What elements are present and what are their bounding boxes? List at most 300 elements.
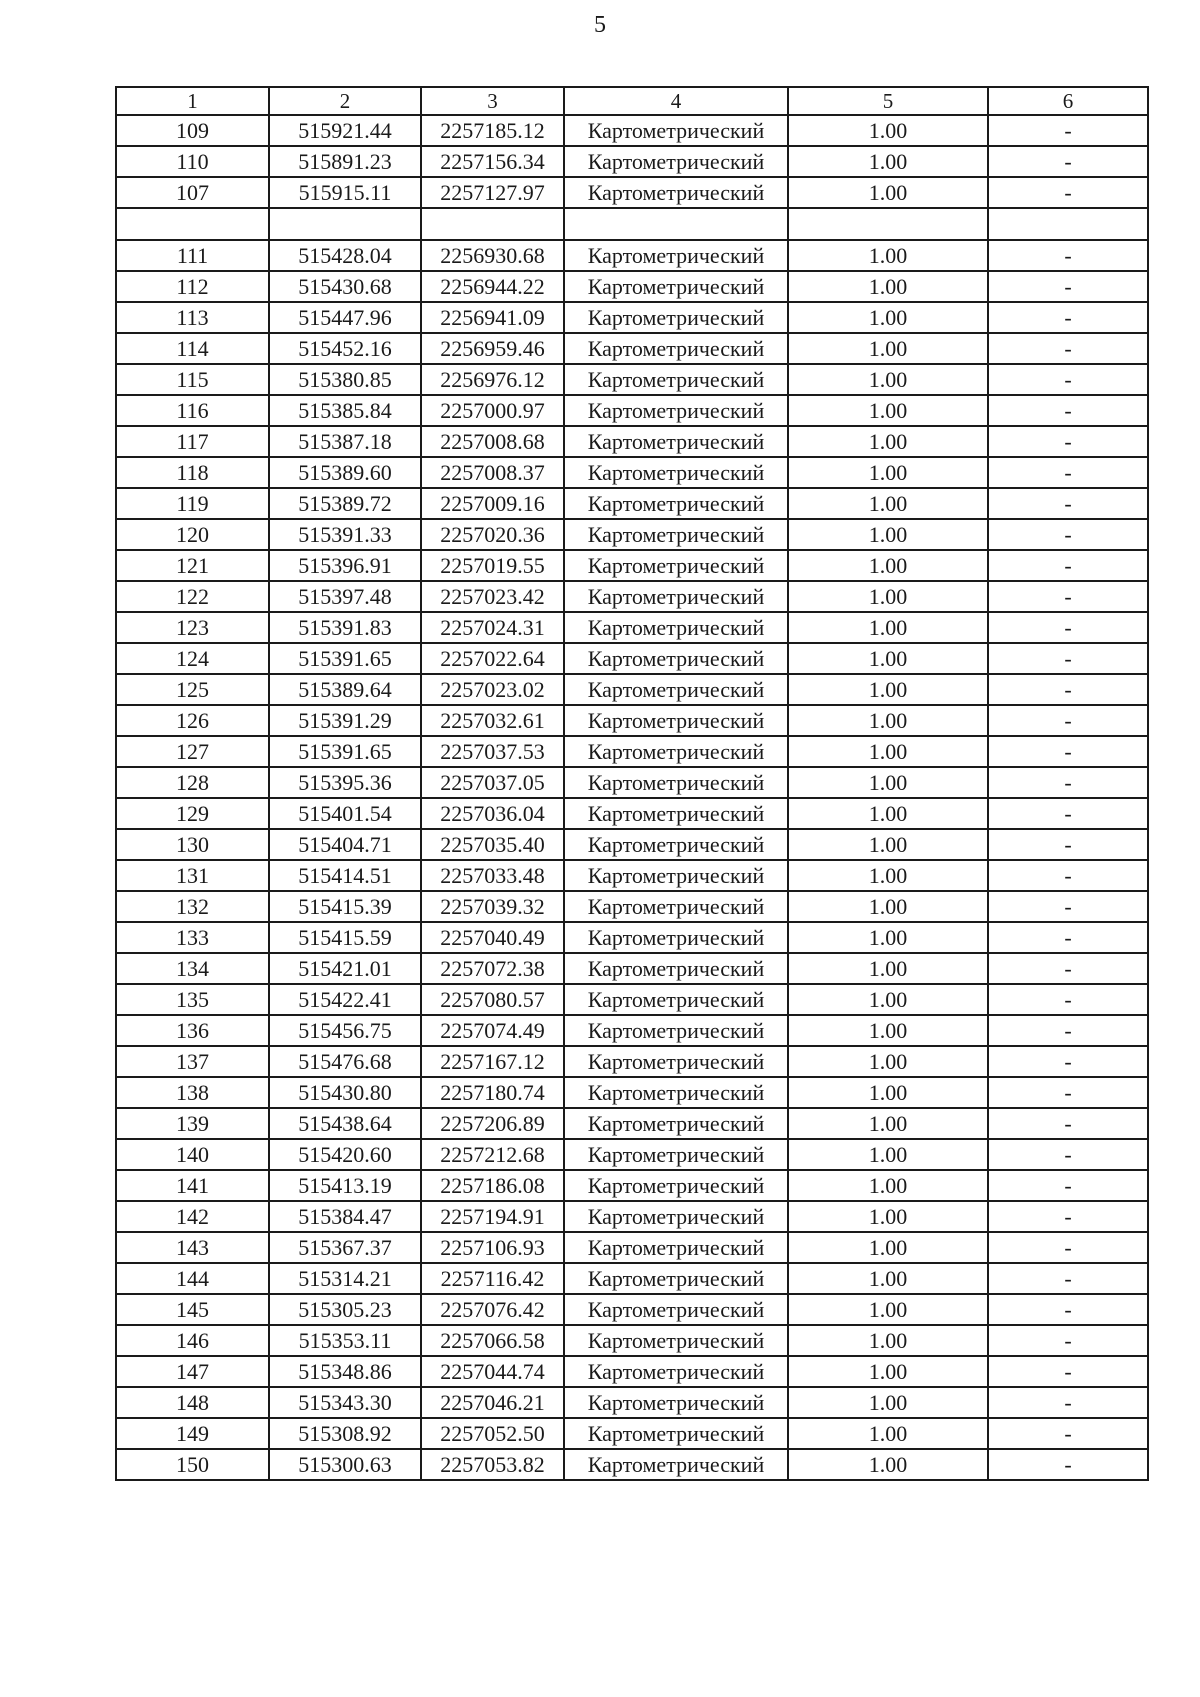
accuracy-cell: 1.00: [788, 177, 988, 208]
y-coordinate-cell: 2257000.97: [421, 395, 564, 426]
table-row: [116, 643, 1148, 674]
x-coordinate-cell: 515343.30: [269, 1387, 421, 1418]
description-cell: -: [988, 426, 1148, 457]
point-number-cell: 145: [116, 1294, 269, 1325]
y-coordinate-cell: 2257020.36: [421, 519, 564, 550]
y-coordinate-cell: 2257039.32: [421, 891, 564, 922]
accuracy-cell: 1.00: [788, 1263, 988, 1294]
x-coordinate-cell: 515447.96: [269, 302, 421, 333]
point-number-cell: 117: [116, 426, 269, 457]
table-row: [116, 1325, 1148, 1356]
y-coordinate-cell: 2257037.05: [421, 767, 564, 798]
point-number-cell: 123: [116, 612, 269, 643]
y-coordinate-cell: 2257023.42: [421, 581, 564, 612]
table-row: [116, 177, 1148, 208]
y-coordinate-cell: 2257076.42: [421, 1294, 564, 1325]
x-coordinate-cell: 515415.59: [269, 922, 421, 953]
method-cell: Картометрический: [564, 1170, 788, 1201]
x-coordinate-cell: 515348.86: [269, 1356, 421, 1387]
point-number-cell: 148: [116, 1387, 269, 1418]
table-row: [116, 1077, 1148, 1108]
accuracy-cell: 1.00: [788, 426, 988, 457]
point-number-cell: 142: [116, 1201, 269, 1232]
table-row: [116, 984, 1148, 1015]
accuracy-cell: 1.00: [788, 146, 988, 177]
y-coordinate-cell: 2256976.12: [421, 364, 564, 395]
description-cell: -: [988, 1418, 1148, 1449]
table-row: [116, 829, 1148, 860]
table-row: [116, 302, 1148, 333]
description-cell: -: [988, 395, 1148, 426]
point-number-cell: [116, 208, 269, 240]
y-coordinate-cell: 2257023.02: [421, 674, 564, 705]
method-cell: [564, 208, 788, 240]
method-cell: Картометрический: [564, 736, 788, 767]
point-number-cell: 119: [116, 488, 269, 519]
method-cell: Картометрический: [564, 643, 788, 674]
description-cell: -: [988, 240, 1148, 271]
x-coordinate-cell: 515389.60: [269, 457, 421, 488]
method-cell: Картометрический: [564, 829, 788, 860]
description-cell: -: [988, 488, 1148, 519]
point-number-cell: 150: [116, 1449, 269, 1480]
column-header: 3: [421, 87, 564, 115]
point-number-cell: 140: [116, 1139, 269, 1170]
table-row: [116, 1263, 1148, 1294]
table-row: [116, 612, 1148, 643]
accuracy-cell: 1.00: [788, 705, 988, 736]
y-coordinate-cell: 2257194.91: [421, 1201, 564, 1232]
description-cell: -: [988, 643, 1148, 674]
x-coordinate-cell: 515891.23: [269, 146, 421, 177]
description-cell: -: [988, 146, 1148, 177]
table-row: [116, 457, 1148, 488]
page-number: 5: [594, 12, 606, 38]
description-cell: -: [988, 1387, 1148, 1418]
x-coordinate-cell: 515367.37: [269, 1232, 421, 1263]
x-coordinate-cell: 515353.11: [269, 1325, 421, 1356]
description-cell: -: [988, 984, 1148, 1015]
method-cell: Картометрический: [564, 674, 788, 705]
description-cell: -: [988, 674, 1148, 705]
description-cell: -: [988, 1201, 1148, 1232]
method-cell: Картометрический: [564, 333, 788, 364]
point-number-cell: 118: [116, 457, 269, 488]
table-row: [116, 271, 1148, 302]
method-cell: Картометрический: [564, 984, 788, 1015]
x-coordinate-cell: 515397.48: [269, 581, 421, 612]
column-header: 4: [564, 87, 788, 115]
method-cell: Картометрический: [564, 177, 788, 208]
description-cell: -: [988, 1108, 1148, 1139]
point-number-cell: 114: [116, 333, 269, 364]
x-coordinate-cell: 515308.92: [269, 1418, 421, 1449]
x-coordinate-cell: 515422.41: [269, 984, 421, 1015]
accuracy-cell: 1.00: [788, 395, 988, 426]
table-row: [116, 1170, 1148, 1201]
point-number-cell: 146: [116, 1325, 269, 1356]
description-cell: -: [988, 612, 1148, 643]
y-coordinate-cell: 2257024.31: [421, 612, 564, 643]
point-number-cell: 120: [116, 519, 269, 550]
y-coordinate-cell: 2257186.08: [421, 1170, 564, 1201]
point-number-cell: 111: [116, 240, 269, 271]
description-cell: -: [988, 271, 1148, 302]
accuracy-cell: 1.00: [788, 767, 988, 798]
method-cell: Картометрический: [564, 1263, 788, 1294]
description-cell: -: [988, 1046, 1148, 1077]
x-coordinate-cell: 515414.51: [269, 860, 421, 891]
accuracy-cell: 1.00: [788, 115, 988, 146]
table-row: [116, 1108, 1148, 1139]
y-coordinate-cell: 2257116.42: [421, 1263, 564, 1294]
description-cell: -: [988, 705, 1148, 736]
y-coordinate-cell: 2256944.22: [421, 271, 564, 302]
x-coordinate-cell: 515384.47: [269, 1201, 421, 1232]
y-coordinate-cell: 2257127.97: [421, 177, 564, 208]
x-coordinate-cell: 515438.64: [269, 1108, 421, 1139]
table-row: [116, 1387, 1148, 1418]
table-row: [116, 1232, 1148, 1263]
accuracy-cell: 1.00: [788, 1077, 988, 1108]
description-cell: -: [988, 1077, 1148, 1108]
accuracy-cell: 1.00: [788, 1015, 988, 1046]
y-coordinate-cell: 2257053.82: [421, 1449, 564, 1480]
point-number-cell: 129: [116, 798, 269, 829]
column-header: 6: [988, 87, 1148, 115]
x-coordinate-cell: 515387.18: [269, 426, 421, 457]
description-cell: -: [988, 1449, 1148, 1480]
point-number-cell: 121: [116, 550, 269, 581]
x-coordinate-cell: 515452.16: [269, 333, 421, 364]
y-coordinate-cell: 2257035.40: [421, 829, 564, 860]
method-cell: Картометрический: [564, 1356, 788, 1387]
method-cell: Картометрический: [564, 767, 788, 798]
point-number-cell: 112: [116, 271, 269, 302]
method-cell: Картометрический: [564, 953, 788, 984]
x-coordinate-cell: 515391.65: [269, 643, 421, 674]
table-row: [116, 922, 1148, 953]
table-row: [116, 208, 1148, 240]
accuracy-cell: 1.00: [788, 364, 988, 395]
x-coordinate-cell: 515314.21: [269, 1263, 421, 1294]
x-coordinate-cell: 515915.11: [269, 177, 421, 208]
accuracy-cell: 1.00: [788, 612, 988, 643]
description-cell: -: [988, 1356, 1148, 1387]
method-cell: Картометрический: [564, 860, 788, 891]
table-row: [116, 395, 1148, 426]
description-cell: -: [988, 302, 1148, 333]
point-number-cell: 133: [116, 922, 269, 953]
table-row: [116, 1139, 1148, 1170]
y-coordinate-cell: 2257032.61: [421, 705, 564, 736]
point-number-cell: 110: [116, 146, 269, 177]
point-number-cell: 116: [116, 395, 269, 426]
point-number-cell: 126: [116, 705, 269, 736]
accuracy-cell: [788, 208, 988, 240]
y-coordinate-cell: 2257033.48: [421, 860, 564, 891]
description-cell: -: [988, 767, 1148, 798]
point-number-cell: 124: [116, 643, 269, 674]
column-header: 1: [116, 87, 269, 115]
method-cell: Картометрический: [564, 612, 788, 643]
accuracy-cell: 1.00: [788, 581, 988, 612]
accuracy-cell: 1.00: [788, 674, 988, 705]
description-cell: -: [988, 1170, 1148, 1201]
method-cell: Картометрический: [564, 922, 788, 953]
table-row: [116, 1046, 1148, 1077]
point-number-cell: 144: [116, 1263, 269, 1294]
y-coordinate-cell: 2257066.58: [421, 1325, 564, 1356]
method-cell: Картометрический: [564, 1449, 788, 1480]
accuracy-cell: 1.00: [788, 984, 988, 1015]
x-coordinate-cell: 515421.01: [269, 953, 421, 984]
description-cell: -: [988, 1294, 1148, 1325]
description-cell: -: [988, 953, 1148, 984]
method-cell: Картометрический: [564, 1418, 788, 1449]
description-cell: -: [988, 364, 1148, 395]
accuracy-cell: 1.00: [788, 1387, 988, 1418]
method-cell: Картометрический: [564, 1294, 788, 1325]
accuracy-cell: 1.00: [788, 488, 988, 519]
table-row: [116, 1418, 1148, 1449]
description-cell: -: [988, 1232, 1148, 1263]
accuracy-cell: 1.00: [788, 1325, 988, 1356]
point-number-cell: 139: [116, 1108, 269, 1139]
method-cell: Картометрический: [564, 146, 788, 177]
accuracy-cell: 1.00: [788, 643, 988, 674]
accuracy-cell: 1.00: [788, 1170, 988, 1201]
table-row: [116, 1356, 1148, 1387]
y-coordinate-cell: 2257009.16: [421, 488, 564, 519]
accuracy-cell: 1.00: [788, 1201, 988, 1232]
table-row: [116, 550, 1148, 581]
y-coordinate-cell: 2256959.46: [421, 333, 564, 364]
x-coordinate-cell: 515395.36: [269, 767, 421, 798]
table-row: [116, 488, 1148, 519]
method-cell: Картометрический: [564, 364, 788, 395]
table-row: [116, 674, 1148, 705]
method-cell: Картометрический: [564, 1077, 788, 1108]
point-number-cell: 143: [116, 1232, 269, 1263]
y-coordinate-cell: 2257185.12: [421, 115, 564, 146]
point-number-cell: 138: [116, 1077, 269, 1108]
accuracy-cell: 1.00: [788, 829, 988, 860]
x-coordinate-cell: 515389.64: [269, 674, 421, 705]
y-coordinate-cell: 2257019.55: [421, 550, 564, 581]
method-cell: Картометрический: [564, 1015, 788, 1046]
x-coordinate-cell: 515430.68: [269, 271, 421, 302]
accuracy-cell: 1.00: [788, 271, 988, 302]
method-cell: Картометрический: [564, 1108, 788, 1139]
y-coordinate-cell: 2257156.34: [421, 146, 564, 177]
accuracy-cell: 1.00: [788, 457, 988, 488]
y-coordinate-cell: 2257072.38: [421, 953, 564, 984]
x-coordinate-cell: 515391.29: [269, 705, 421, 736]
accuracy-cell: 1.00: [788, 550, 988, 581]
method-cell: Картометрический: [564, 302, 788, 333]
x-coordinate-cell: 515391.83: [269, 612, 421, 643]
point-number-cell: 135: [116, 984, 269, 1015]
accuracy-cell: 1.00: [788, 1108, 988, 1139]
table-row: [116, 146, 1148, 177]
point-number-cell: 147: [116, 1356, 269, 1387]
x-coordinate-cell: 515389.72: [269, 488, 421, 519]
x-coordinate-cell: [269, 208, 421, 240]
x-coordinate-cell: 515380.85: [269, 364, 421, 395]
y-coordinate-cell: 2257052.50: [421, 1418, 564, 1449]
table-row: [116, 705, 1148, 736]
method-cell: Картометрический: [564, 1046, 788, 1077]
point-number-cell: 113: [116, 302, 269, 333]
description-cell: -: [988, 457, 1148, 488]
accuracy-cell: 1.00: [788, 860, 988, 891]
y-coordinate-cell: 2257212.68: [421, 1139, 564, 1170]
x-coordinate-cell: 515305.23: [269, 1294, 421, 1325]
accuracy-cell: 1.00: [788, 1294, 988, 1325]
x-coordinate-cell: 515415.39: [269, 891, 421, 922]
accuracy-cell: 1.00: [788, 1232, 988, 1263]
y-coordinate-cell: 2257167.12: [421, 1046, 564, 1077]
point-number-cell: 109: [116, 115, 269, 146]
method-cell: Картометрический: [564, 705, 788, 736]
table-body: [116, 87, 1148, 1480]
accuracy-cell: 1.00: [788, 519, 988, 550]
y-coordinate-cell: 2257036.04: [421, 798, 564, 829]
point-number-cell: 134: [116, 953, 269, 984]
method-cell: Картометрический: [564, 115, 788, 146]
method-cell: Картометрический: [564, 581, 788, 612]
table-row: [116, 767, 1148, 798]
y-coordinate-cell: 2257044.74: [421, 1356, 564, 1387]
table-row: [116, 115, 1148, 146]
description-cell: -: [988, 922, 1148, 953]
table-header-row: [116, 87, 1148, 115]
x-coordinate-cell: 515391.33: [269, 519, 421, 550]
accuracy-cell: 1.00: [788, 736, 988, 767]
method-cell: Картометрический: [564, 240, 788, 271]
description-cell: -: [988, 1139, 1148, 1170]
accuracy-cell: 1.00: [788, 333, 988, 364]
y-coordinate-cell: 2257046.21: [421, 1387, 564, 1418]
table-row: [116, 1201, 1148, 1232]
accuracy-cell: 1.00: [788, 302, 988, 333]
accuracy-cell: 1.00: [788, 1418, 988, 1449]
column-header: 5: [788, 87, 988, 115]
point-number-cell: 127: [116, 736, 269, 767]
method-cell: Картометрический: [564, 1387, 788, 1418]
method-cell: Картометрический: [564, 891, 788, 922]
table-row: [116, 1449, 1148, 1480]
table-row: [116, 1015, 1148, 1046]
table-row: [116, 953, 1148, 984]
method-cell: Картометрический: [564, 798, 788, 829]
point-number-cell: 122: [116, 581, 269, 612]
description-cell: [988, 208, 1148, 240]
x-coordinate-cell: 515404.71: [269, 829, 421, 860]
description-cell: -: [988, 550, 1148, 581]
x-coordinate-cell: 515396.91: [269, 550, 421, 581]
accuracy-cell: 1.00: [788, 953, 988, 984]
x-coordinate-cell: 515300.63: [269, 1449, 421, 1480]
table-row: [116, 364, 1148, 395]
x-coordinate-cell: 515401.54: [269, 798, 421, 829]
method-cell: Картометрический: [564, 395, 788, 426]
x-coordinate-cell: 515385.84: [269, 395, 421, 426]
method-cell: Картометрический: [564, 457, 788, 488]
description-cell: -: [988, 333, 1148, 364]
accuracy-cell: 1.00: [788, 1139, 988, 1170]
x-coordinate-cell: 515428.04: [269, 240, 421, 271]
method-cell: Картометрический: [564, 426, 788, 457]
description-cell: -: [988, 860, 1148, 891]
point-number-cell: 141: [116, 1170, 269, 1201]
method-cell: Картометрический: [564, 550, 788, 581]
method-cell: Картометрический: [564, 519, 788, 550]
description-cell: -: [988, 115, 1148, 146]
accuracy-cell: 1.00: [788, 1449, 988, 1480]
description-cell: -: [988, 581, 1148, 612]
y-coordinate-cell: 2257106.93: [421, 1232, 564, 1263]
description-cell: -: [988, 519, 1148, 550]
accuracy-cell: 1.00: [788, 891, 988, 922]
table-row: [116, 798, 1148, 829]
x-coordinate-cell: 515456.75: [269, 1015, 421, 1046]
description-cell: -: [988, 829, 1148, 860]
point-number-cell: 115: [116, 364, 269, 395]
point-number-cell: 128: [116, 767, 269, 798]
accuracy-cell: 1.00: [788, 1356, 988, 1387]
column-header: 2: [269, 87, 421, 115]
y-coordinate-cell: 2257037.53: [421, 736, 564, 767]
x-coordinate-cell: 515430.80: [269, 1077, 421, 1108]
point-number-cell: 130: [116, 829, 269, 860]
description-cell: -: [988, 1325, 1148, 1356]
point-number-cell: 132: [116, 891, 269, 922]
x-coordinate-cell: 515391.65: [269, 736, 421, 767]
y-coordinate-cell: 2256930.68: [421, 240, 564, 271]
x-coordinate-cell: 515921.44: [269, 115, 421, 146]
y-coordinate-cell: 2257008.37: [421, 457, 564, 488]
table-row: [116, 519, 1148, 550]
coordinates-table: [115, 86, 1149, 1481]
y-coordinate-cell: 2256941.09: [421, 302, 564, 333]
y-coordinate-cell: 2257206.89: [421, 1108, 564, 1139]
point-number-cell: 136: [116, 1015, 269, 1046]
description-cell: -: [988, 798, 1148, 829]
point-number-cell: 107: [116, 177, 269, 208]
table-row: [116, 860, 1148, 891]
point-number-cell: 149: [116, 1418, 269, 1449]
y-coordinate-cell: 2257008.68: [421, 426, 564, 457]
method-cell: Картометрический: [564, 1325, 788, 1356]
y-coordinate-cell: 2257080.57: [421, 984, 564, 1015]
x-coordinate-cell: 515476.68: [269, 1046, 421, 1077]
accuracy-cell: 1.00: [788, 798, 988, 829]
point-number-cell: 137: [116, 1046, 269, 1077]
accuracy-cell: 1.00: [788, 922, 988, 953]
table-row: [116, 581, 1148, 612]
description-cell: -: [988, 177, 1148, 208]
y-coordinate-cell: 2257040.49: [421, 922, 564, 953]
table-row: [116, 426, 1148, 457]
method-cell: Картометрический: [564, 1201, 788, 1232]
description-cell: -: [988, 1263, 1148, 1294]
table-row: [116, 1294, 1148, 1325]
description-cell: -: [988, 736, 1148, 767]
point-number-cell: 125: [116, 674, 269, 705]
table-row: [116, 333, 1148, 364]
